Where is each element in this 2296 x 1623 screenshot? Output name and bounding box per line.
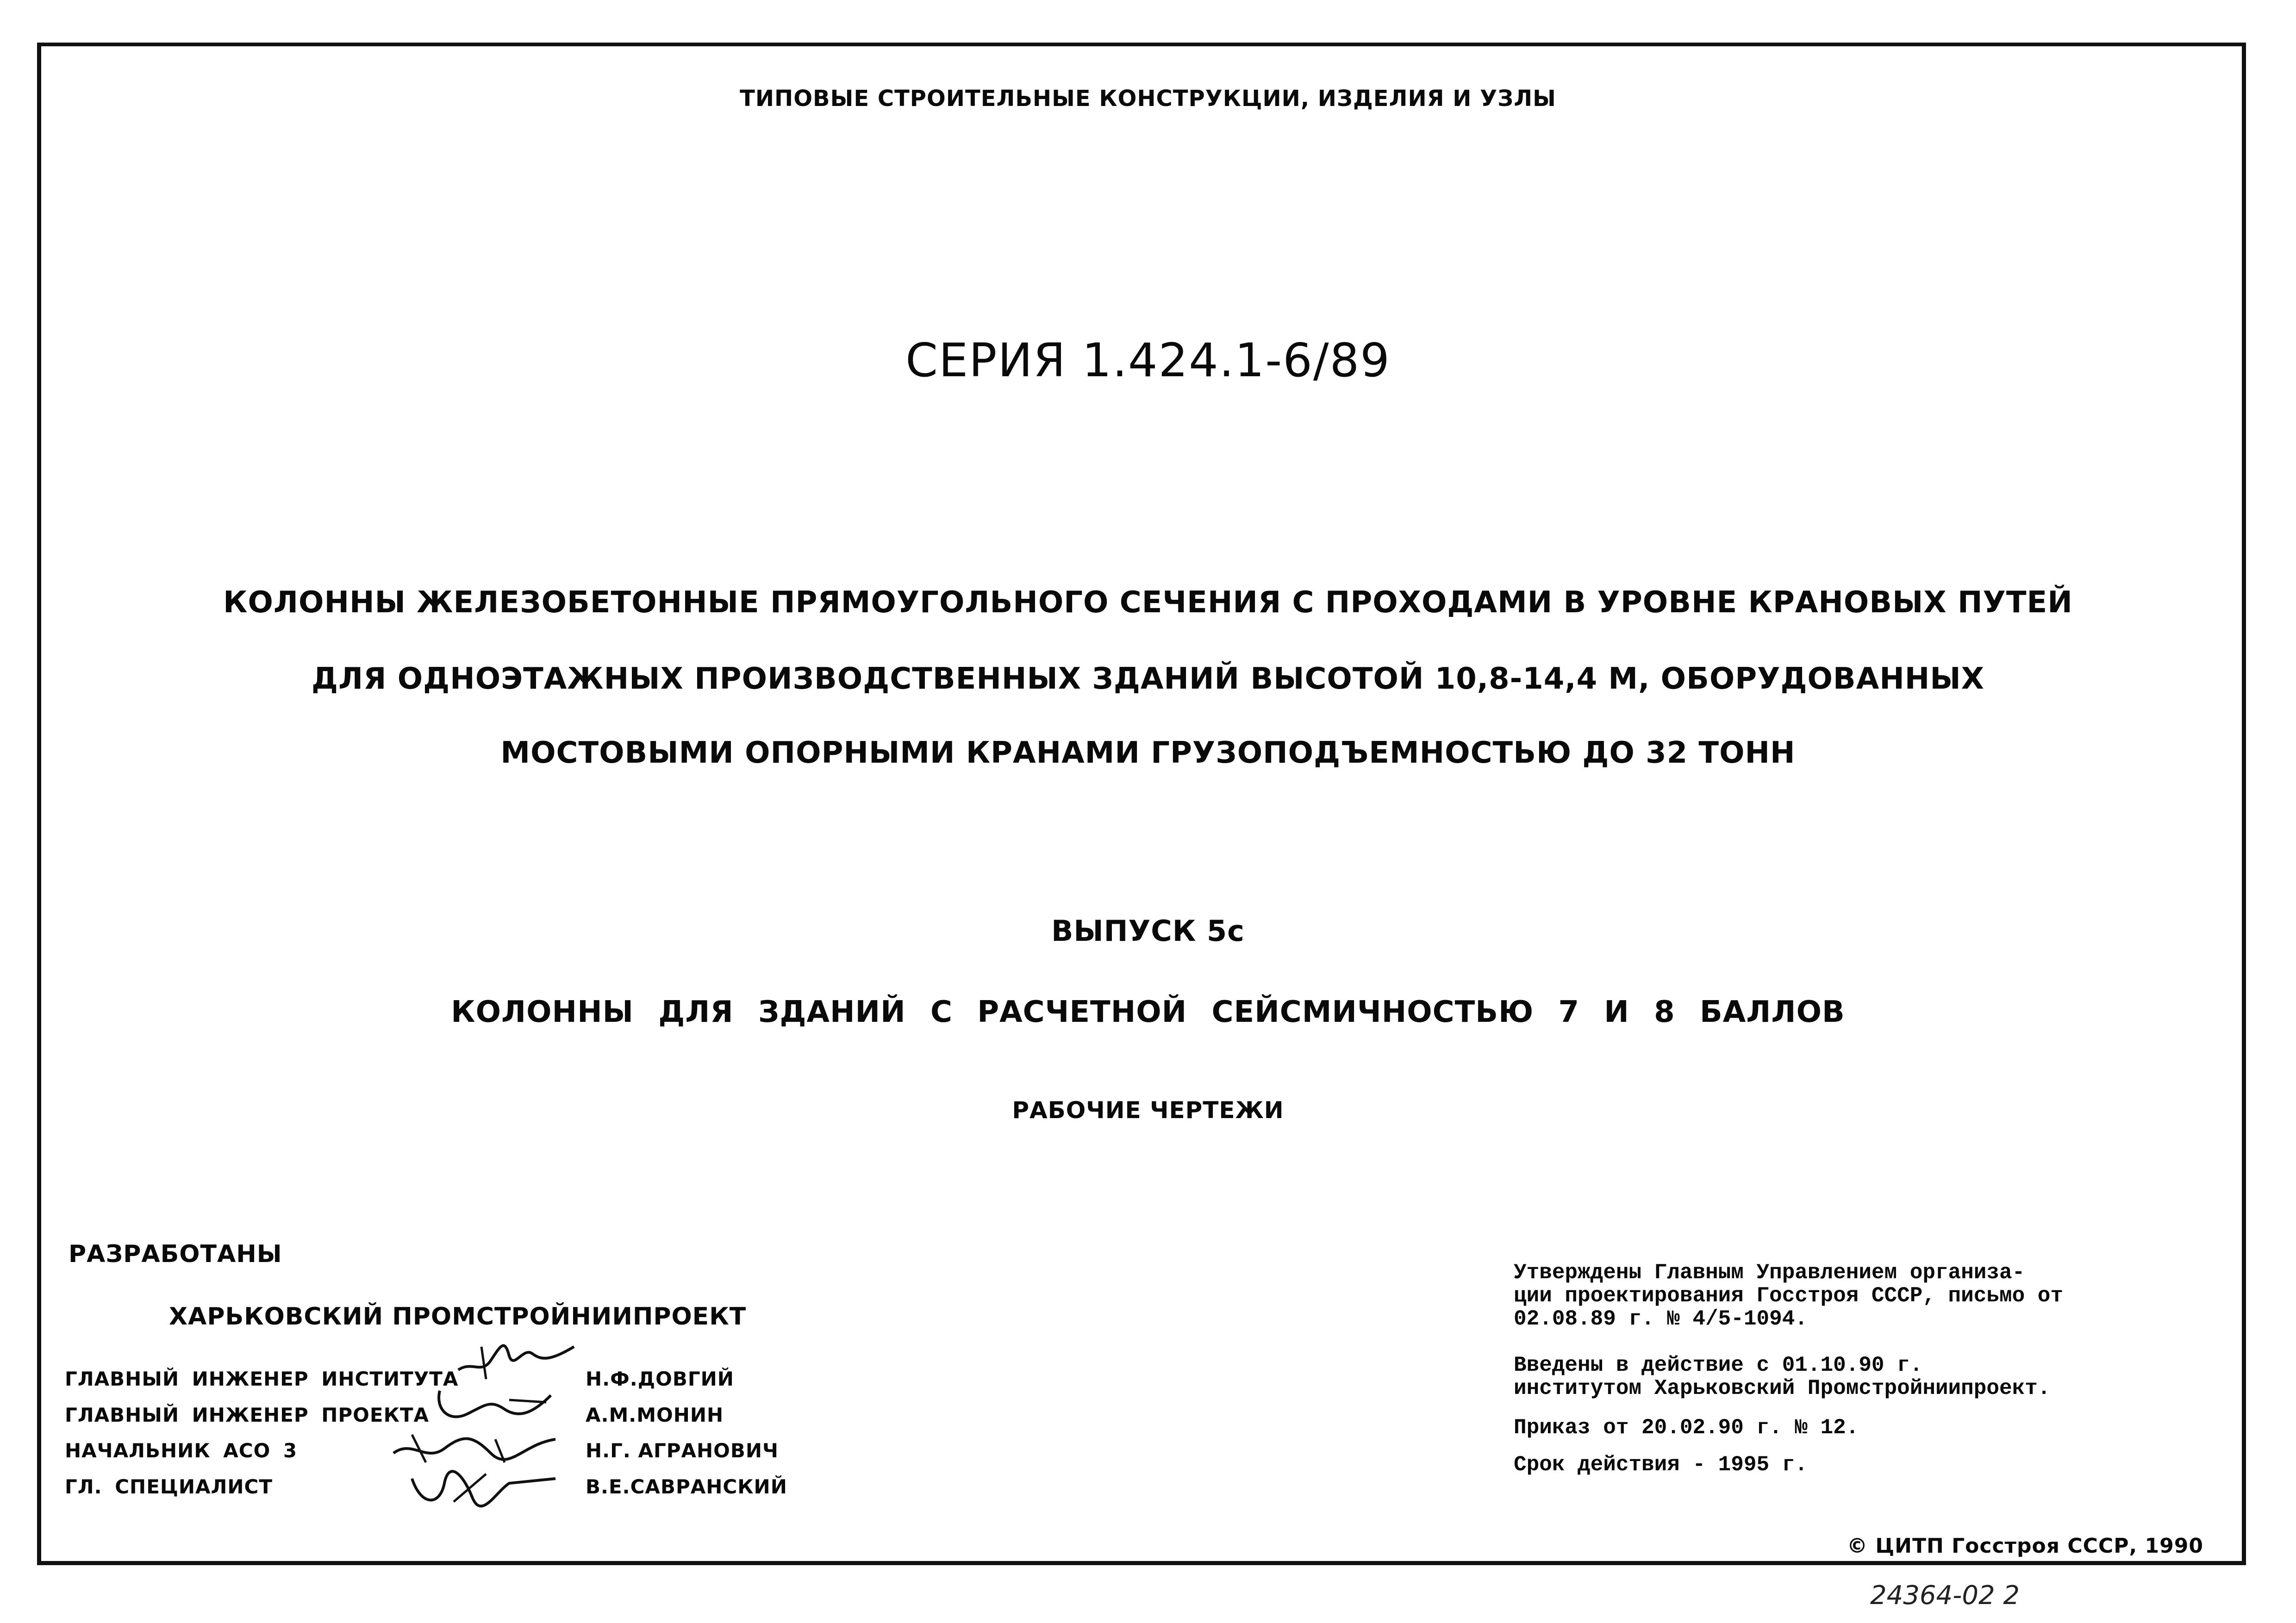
staff-role-3: НАЧАЛЬНИК АСО 3 [65, 1439, 298, 1462]
signature-4 [403, 1465, 560, 1511]
approval-line-4: Введены в действие с 01.10.90 г. [1514, 1353, 1923, 1377]
developer-institute: ХАРЬКОВСКИЙ ПРОМСТРОЙНИИПРОЕКТ [169, 1303, 747, 1331]
title-line-1: КОЛОННЫ ЖЕЛЕЗОБЕТОННЫЕ ПРЯМОУГОЛЬНОГО СЕЧЕНИЯ С ПРОХОДАМИ В УРОВНЕ КРАНОВЫХ ПУТЕЙ [223, 585, 2073, 620]
signature-1 [454, 1328, 579, 1384]
working-drawings-label: РАБОЧИЕ ЧЕРТЕЖИ [1012, 1097, 1284, 1124]
developed-label: РАЗРАБОТАНЫ [69, 1240, 282, 1268]
copyright-notice: © ЦИТП Госстроя СССР, 1990 [1847, 1534, 2203, 1558]
staff-role-2: ГЛАВНЫЙ ИНЖЕНЕР ПРОЕКТА [65, 1404, 430, 1426]
staff-role-1: ГЛАВНЫЙ ИНЖЕНЕР ИНСТИТУТА [65, 1368, 459, 1390]
staff-name-4: В.Е.САВРАНСКИЙ [586, 1475, 787, 1498]
staff-name-3: Н.Г. АГРАНОВИЧ [586, 1439, 779, 1462]
staff-role-4: ГЛ. СПЕЦИАЛИСТ [65, 1475, 273, 1498]
staff-name-2: А.М.МОНИН [586, 1404, 724, 1426]
title-line-2: ДЛЯ ОДНОЭТАЖНЫХ ПРОИЗВОДСТВЕННЫХ ЗДАНИЙ ВЫСОТОЙ 10,8-14,4 М, ОБОРУДОВАННЫХ [312, 662, 1984, 696]
approval-line-2: ции проектирования Госстроя СССР, письмо от [1514, 1284, 2063, 1308]
issue-subtitle: КОЛОННЫ ДЛЯ ЗДАНИЙ С РАСЧЕТНОЙ СЕЙСМИЧНОСТЬЮ 7 И 8 БАЛЛОВ [451, 995, 1845, 1029]
approval-line-1: Утверждены Главным Управлением организа- [1514, 1261, 2025, 1285]
approval-line-6: Приказ от 20.02.90 г. № 12. [1514, 1416, 1859, 1440]
document-number: 24364-02 2 [1870, 1580, 2020, 1611]
issue-number: ВЫПУСК 5с [1051, 914, 1245, 948]
approval-line-5: институтом Харьковский Промстройниипроект. [1514, 1376, 2051, 1400]
title-line-3: МОСТОВЫМИ ОПОРНЫМИ КРАНАМИ ГРУЗОПОДЪЕМНОСТЬЮ ДО 32 ТОНН [500, 736, 1796, 770]
series-number: СЕРИЯ 1.424.1-6/89 [905, 333, 1391, 387]
series-category-header: ТИПОВЫЕ СТРОИТЕЛЬНЫЕ КОНСТРУКЦИИ, ИЗДЕЛИЯ И УЗЛЫ [740, 86, 1556, 112]
approval-line-3: 02.08.89 г. № 4/5-1094. [1514, 1307, 1808, 1331]
staff-name-1: Н.Ф.ДОВГИЙ [586, 1368, 734, 1390]
drawing-frame [37, 43, 2246, 1565]
signature-2 [430, 1381, 555, 1432]
approval-line-7: Срок действия - 1995 г. [1514, 1453, 1808, 1477]
